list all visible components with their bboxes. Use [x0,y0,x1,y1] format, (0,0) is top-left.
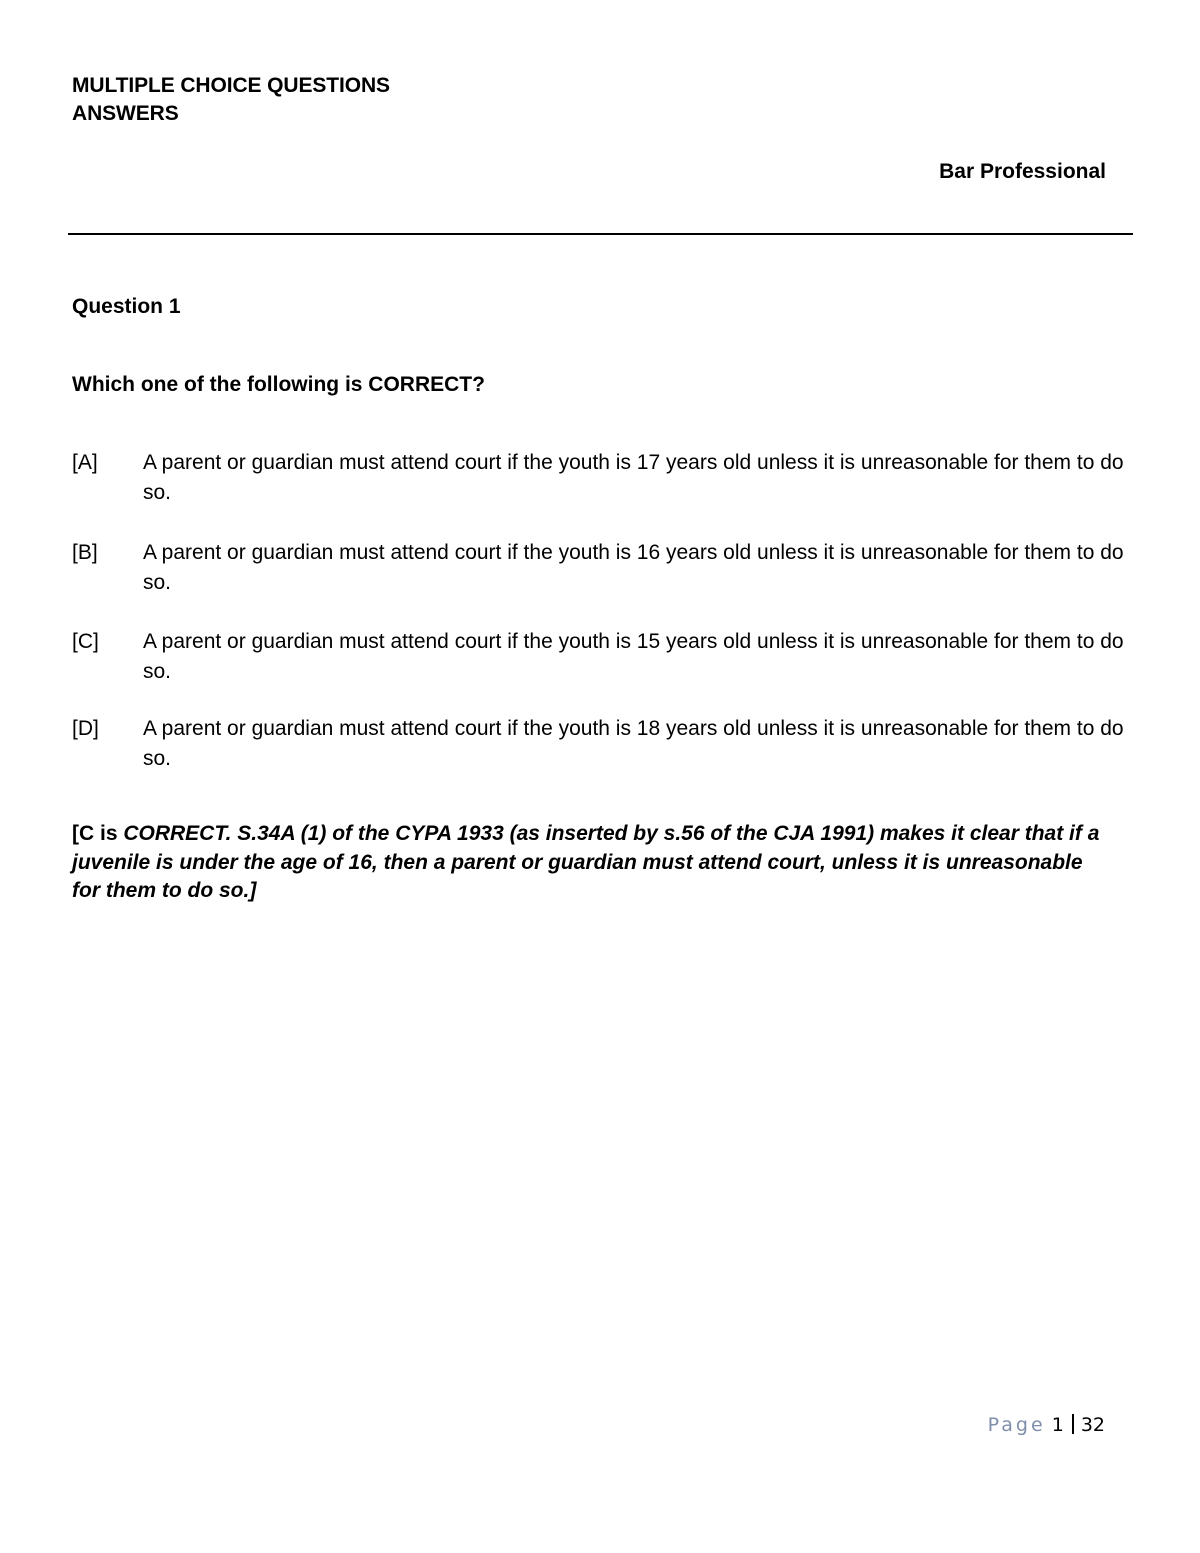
option-b [72,538,1137,598]
option-text: A parent or guardian must attend court if the youth is 18 years old unless it is unreasonable for them to do so. [143,717,1124,770]
question-stem: Which one of the following is CORRECT? [72,373,485,396]
title-line-1: MULTIPLE CHOICE QUESTIONS [72,74,390,97]
page-word: Page [987,1414,1046,1436]
option-text: A parent or guardian must attend court if the youth is 16 years old unless it is unreasonable for them to do so. [143,541,1124,594]
answer-body: CORRECT. S.34A (1) of the CYPA 1933 (as inserted by s.56 of the CJA 1991) makes it clear that if a juvenile is under the age of 16, then a parent or guardian must attend court, unless it is unreasonable for them to do so.] [72,822,1100,902]
option-a [72,448,1137,508]
answer-prefix: [C is [72,822,124,845]
title-line-2: ANSWERS [72,102,179,125]
option-c [72,627,1137,687]
option-letter: [B] [72,541,98,564]
page-separator [1072,1414,1074,1434]
option-text: A parent or guardian must attend court if the youth is 15 years old unless it is unreasonable for them to do so. [143,630,1124,683]
option-letter: [C] [72,630,99,653]
page-footer [988,1411,1105,1439]
option-text: A parent or guardian must attend court if the youth is 17 years old unless it is unreasonable for them to do so. [143,451,1124,504]
document-title [72,72,390,128]
question-heading: Question 1 [72,295,181,318]
option-letter: [A] [72,451,98,474]
option-d [72,714,1137,774]
page-total: 32 [1080,1414,1105,1436]
page-number: 1 [1051,1414,1064,1436]
answer-explanation [72,820,1112,906]
header-divider [68,233,1133,235]
course-label: Bar Professional [939,160,1106,183]
option-letter: [D] [72,717,99,740]
